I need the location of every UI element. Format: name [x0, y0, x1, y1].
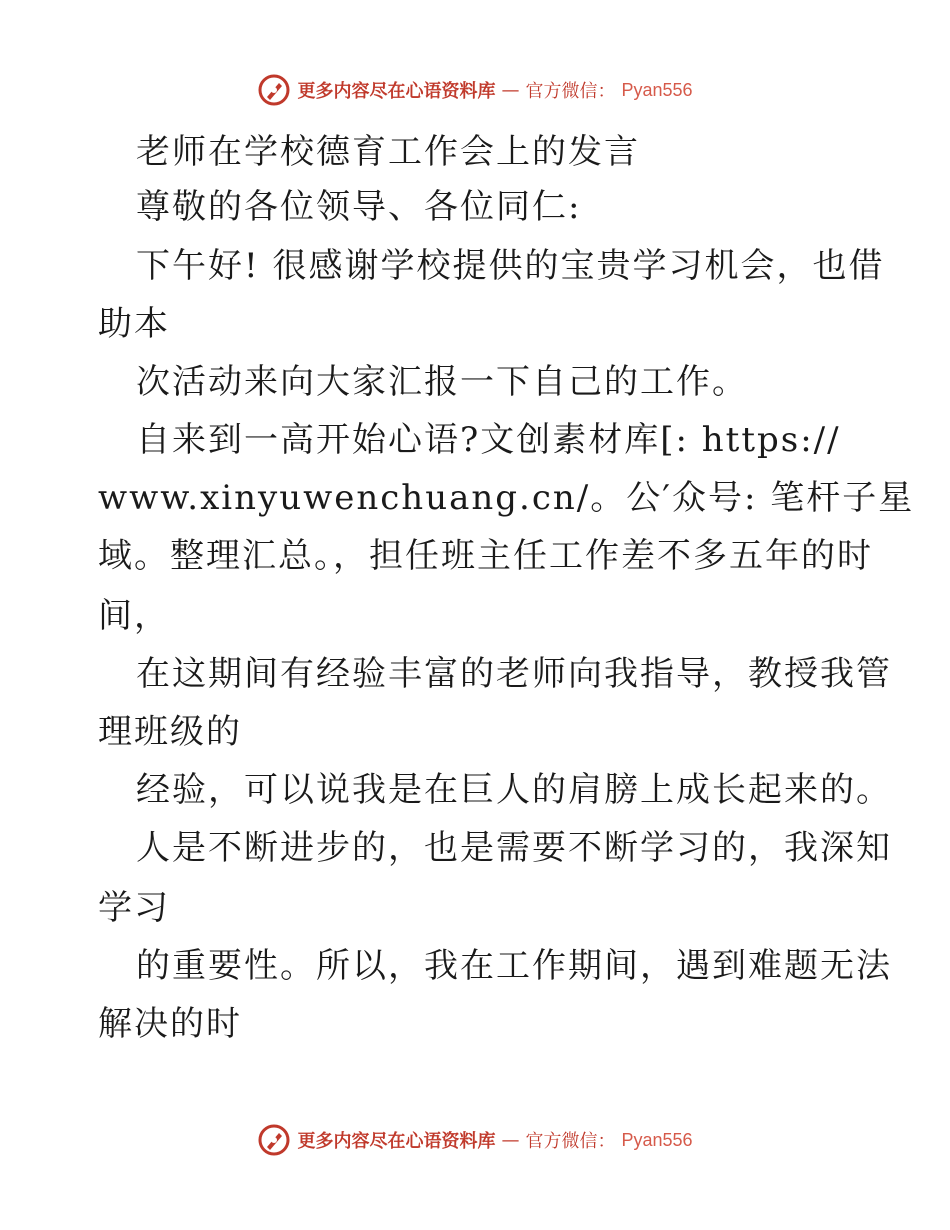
paragraph-line: 助本 — [98, 304, 170, 344]
paragraph-line: 经验，可以说我是在巨人的肩膀上成长起来的。 — [136, 770, 892, 810]
banner-dash: — — [501, 79, 520, 101]
paragraph-line: 自来到一高开始心语?文创素材库[: https:// — [136, 420, 841, 460]
pen-circle-icon — [257, 1123, 291, 1157]
paragraph-line: 域。整理汇总。，担任班主任工作差不多五年的时 — [98, 536, 873, 576]
banner-wechat-id: Pyan556 — [621, 1129, 693, 1150]
paragraph-line: 间， — [98, 596, 170, 636]
banner-official-label: 官方微信： — [525, 81, 616, 102]
banner-brand: 更多内容尽在心语资料库 — [297, 1131, 496, 1152]
header-banner — [0, 70, 950, 110]
paragraph-line: 解决的时 — [98, 1004, 242, 1044]
paragraph-line: 的重要性。所以，我在工作期间，遇到难题无法 — [136, 946, 892, 986]
banner-brand: 更多内容尽在心语资料库 — [297, 81, 496, 102]
paragraph-line: 在这期间有经验丰富的老师向我指导，教授我管 — [136, 654, 892, 694]
pen-circle-icon — [257, 73, 291, 107]
paragraph-line: www.xinyuwenchuang.cn/。公′众号: 笔杆子星 — [98, 478, 915, 518]
banner-official-label: 官方微信： — [525, 1131, 616, 1152]
banner-wechat-id: Pyan556 — [621, 79, 693, 100]
document-title: 老师在学校德育工作会上的发言 — [136, 132, 640, 172]
paragraph-line: 下午好! 很感谢学校提供的宝贵学习机会，也借 — [136, 246, 885, 286]
paragraph-line: 学习 — [98, 888, 170, 928]
footer-banner — [0, 1120, 950, 1160]
paragraph-line: 尊敬的各位领导、各位同仁: — [136, 187, 582, 227]
paragraph-line: 次活动来向大家汇报一下自己的工作。 — [136, 362, 748, 402]
paragraph-line: 人是不断进步的，也是需要不断学习的，我深知 — [136, 828, 892, 868]
paragraph-line: 理班级的 — [98, 712, 242, 752]
banner-dash: — — [501, 1129, 520, 1151]
